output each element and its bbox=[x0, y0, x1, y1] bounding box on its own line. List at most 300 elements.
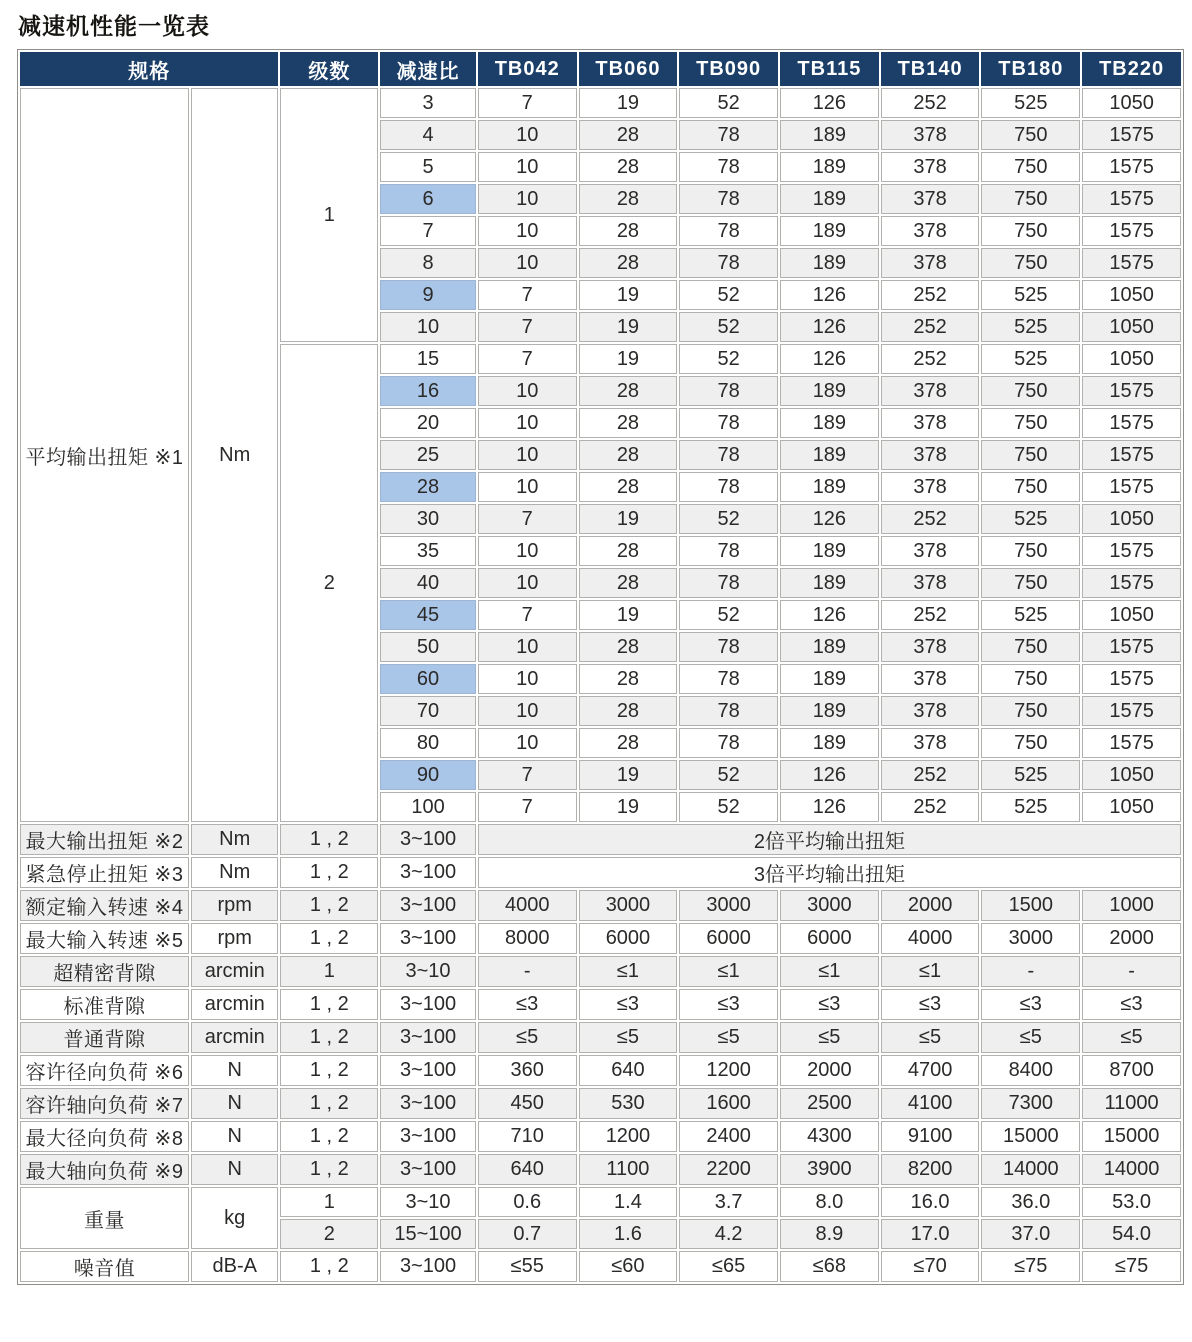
ratio-cell: 3~100 bbox=[380, 989, 476, 1020]
stage-cell: 2 bbox=[280, 1219, 378, 1249]
value-cell: 37.0 bbox=[981, 1219, 1080, 1249]
unit-cell: N bbox=[191, 1088, 279, 1119]
value-cell: ≤1 bbox=[881, 956, 980, 987]
value-cell: 1575 bbox=[1082, 728, 1181, 758]
value-cell: - bbox=[981, 956, 1080, 987]
value-cell: 52 bbox=[679, 312, 778, 342]
value-cell: 378 bbox=[881, 472, 980, 502]
value-cell: 7 bbox=[478, 600, 577, 630]
value-cell: 750 bbox=[981, 440, 1080, 470]
value-cell: 78 bbox=[679, 376, 778, 406]
value-cell: 750 bbox=[981, 120, 1080, 150]
value-cell: 78 bbox=[679, 632, 778, 662]
value-cell: 1200 bbox=[579, 1121, 678, 1152]
value-cell: 10 bbox=[478, 408, 577, 438]
value-cell: 378 bbox=[881, 696, 980, 726]
value-cell: ≤60 bbox=[579, 1251, 678, 1282]
value-cell: 750 bbox=[981, 184, 1080, 214]
stage-cell: 1 , 2 bbox=[280, 1121, 378, 1152]
value-cell: 750 bbox=[981, 152, 1080, 182]
value-cell: 525 bbox=[981, 344, 1080, 374]
value-cell: 189 bbox=[780, 568, 879, 598]
stage-cell: 1 , 2 bbox=[280, 857, 378, 888]
value-cell: 2400 bbox=[679, 1121, 778, 1152]
value-cell: 750 bbox=[981, 728, 1080, 758]
value-cell: 52 bbox=[679, 88, 778, 118]
ratio-cell: 16 bbox=[380, 376, 476, 406]
value-cell: 525 bbox=[981, 504, 1080, 534]
value-cell: 28 bbox=[579, 408, 678, 438]
unit-cell: N bbox=[191, 1121, 279, 1152]
value-cell: 750 bbox=[981, 376, 1080, 406]
value-cell: 28 bbox=[579, 472, 678, 502]
ratio-cell: 60 bbox=[380, 664, 476, 694]
value-cell: 10 bbox=[478, 728, 577, 758]
value-cell: 10 bbox=[478, 472, 577, 502]
stage-cell: 1 , 2 bbox=[280, 1154, 378, 1185]
stage-cell: 1 bbox=[280, 956, 378, 987]
value-cell: ≤5 bbox=[981, 1022, 1080, 1053]
value-cell: 6000 bbox=[780, 923, 879, 954]
value-cell: 78 bbox=[679, 472, 778, 502]
value-cell: 1050 bbox=[1082, 600, 1181, 630]
value-cell: 28 bbox=[579, 696, 678, 726]
stage-cell: 1 , 2 bbox=[280, 824, 378, 855]
value-cell: 4700 bbox=[881, 1055, 980, 1086]
value-cell: 78 bbox=[679, 152, 778, 182]
value-cell: 28 bbox=[579, 632, 678, 662]
value-cell: 78 bbox=[679, 248, 778, 278]
value-cell: 4100 bbox=[881, 1088, 980, 1119]
value-cell: - bbox=[478, 956, 577, 987]
header-model-tb042: TB042 bbox=[478, 52, 577, 86]
value-cell: ≤5 bbox=[579, 1022, 678, 1053]
header-model-tb060: TB060 bbox=[579, 52, 678, 86]
value-cell: 1050 bbox=[1082, 88, 1181, 118]
value-cell: 10 bbox=[478, 536, 577, 566]
ratio-cell: 3~100 bbox=[380, 1055, 476, 1086]
value-cell: 126 bbox=[780, 760, 879, 790]
torque-unit-cell: Nm bbox=[191, 88, 279, 822]
spec-row bbox=[20, 989, 1181, 1020]
value-cell: 252 bbox=[881, 312, 980, 342]
value-cell: 1050 bbox=[1082, 280, 1181, 310]
ratio-cell: 5 bbox=[380, 152, 476, 182]
value-cell: 10 bbox=[478, 248, 577, 278]
value-cell: 28 bbox=[579, 568, 678, 598]
value-cell: 126 bbox=[780, 280, 879, 310]
value-cell: 17.0 bbox=[881, 1219, 980, 1249]
value-cell: 252 bbox=[881, 88, 980, 118]
value-cell: 15000 bbox=[981, 1121, 1080, 1152]
value-cell: 750 bbox=[981, 536, 1080, 566]
value-cell: 8700 bbox=[1082, 1055, 1181, 1086]
value-cell: 28 bbox=[579, 664, 678, 694]
value-cell: 189 bbox=[780, 728, 879, 758]
value-cell: 4000 bbox=[478, 890, 577, 921]
value-cell: 78 bbox=[679, 120, 778, 150]
stage-cell: 2 bbox=[280, 344, 378, 822]
unit-cell: arcmin bbox=[191, 956, 279, 987]
weight-label-cell: 重量 bbox=[20, 1187, 189, 1249]
value-cell: 750 bbox=[981, 664, 1080, 694]
spec-row bbox=[20, 1088, 1181, 1119]
value-cell: 14000 bbox=[1082, 1154, 1181, 1185]
spec-row bbox=[20, 1022, 1181, 1053]
value-cell: 53.0 bbox=[1082, 1187, 1181, 1217]
value-cell: 1600 bbox=[679, 1088, 778, 1119]
value-cell: - bbox=[1082, 956, 1181, 987]
ratio-cell: 15 bbox=[380, 344, 476, 374]
value-cell: 378 bbox=[881, 536, 980, 566]
value-cell: 450 bbox=[478, 1088, 577, 1119]
value-cell: ≤55 bbox=[478, 1251, 577, 1282]
spec-row bbox=[20, 890, 1181, 921]
value-cell: 126 bbox=[780, 344, 879, 374]
value-cell: 1200 bbox=[679, 1055, 778, 1086]
value-cell: 28 bbox=[579, 536, 678, 566]
value-cell: 9100 bbox=[881, 1121, 980, 1152]
value-cell: 2000 bbox=[780, 1055, 879, 1086]
value-cell: 78 bbox=[679, 568, 778, 598]
value-cell: 19 bbox=[579, 792, 678, 822]
ratio-cell: 3~100 bbox=[380, 824, 476, 855]
value-cell: 3000 bbox=[579, 890, 678, 921]
ratio-cell: 3~100 bbox=[380, 1121, 476, 1152]
weight-row bbox=[20, 1187, 1181, 1217]
value-cell: 19 bbox=[579, 280, 678, 310]
value-cell: 126 bbox=[780, 312, 879, 342]
value-cell: 10 bbox=[478, 696, 577, 726]
torque-label-cell: 平均输出扭矩 ※1 bbox=[20, 88, 189, 822]
value-cell: 1500 bbox=[981, 890, 1080, 921]
value-cell: ≤3 bbox=[478, 989, 577, 1020]
value-cell: 1575 bbox=[1082, 120, 1181, 150]
value-cell: 28 bbox=[579, 728, 678, 758]
spec-row bbox=[20, 1055, 1181, 1086]
spec-label-cell: 最大径向负荷 ※8 bbox=[20, 1121, 189, 1152]
header-model-tb180: TB180 bbox=[981, 52, 1080, 86]
weight-unit-cell: kg bbox=[191, 1187, 279, 1249]
unit-cell: dB-A bbox=[191, 1251, 279, 1282]
value-cell: ≤1 bbox=[679, 956, 778, 987]
noise-row bbox=[20, 1251, 1181, 1282]
spec-label-cell: 噪音值 bbox=[20, 1251, 189, 1282]
value-cell: 189 bbox=[780, 536, 879, 566]
value-cell: 1575 bbox=[1082, 536, 1181, 566]
value-cell: 1575 bbox=[1082, 472, 1181, 502]
value-cell: 19 bbox=[579, 312, 678, 342]
value-cell: 7 bbox=[478, 760, 577, 790]
value-cell: ≤3 bbox=[579, 989, 678, 1020]
value-cell: 78 bbox=[679, 216, 778, 246]
value-cell: 1050 bbox=[1082, 760, 1181, 790]
ratio-cell: 45 bbox=[380, 600, 476, 630]
ratio-cell: 3~100 bbox=[380, 1022, 476, 1053]
value-cell: 3000 bbox=[679, 890, 778, 921]
value-cell: 10 bbox=[478, 664, 577, 694]
value-cell: 15000 bbox=[1082, 1121, 1181, 1152]
value-cell: 10 bbox=[478, 216, 577, 246]
value-cell: 3000 bbox=[780, 890, 879, 921]
ratio-cell: 9 bbox=[380, 280, 476, 310]
value-cell: 252 bbox=[881, 504, 980, 534]
value-cell: 3.7 bbox=[679, 1187, 778, 1217]
ratio-cell: 3~100 bbox=[380, 923, 476, 954]
value-cell: 1050 bbox=[1082, 344, 1181, 374]
value-cell: 1100 bbox=[579, 1154, 678, 1185]
value-cell: 378 bbox=[881, 152, 980, 182]
value-cell: 1575 bbox=[1082, 152, 1181, 182]
torque-row bbox=[20, 88, 1181, 118]
ratio-cell: 10 bbox=[380, 312, 476, 342]
value-cell: 7 bbox=[478, 344, 577, 374]
value-cell: 11000 bbox=[1082, 1088, 1181, 1119]
value-cell: 54.0 bbox=[1082, 1219, 1181, 1249]
ratio-cell: 70 bbox=[380, 696, 476, 726]
value-cell: 525 bbox=[981, 312, 1080, 342]
value-cell: ≤1 bbox=[579, 956, 678, 987]
value-cell: 640 bbox=[579, 1055, 678, 1086]
value-cell: 78 bbox=[679, 440, 778, 470]
value-cell: ≤5 bbox=[478, 1022, 577, 1053]
value-cell: 10 bbox=[478, 120, 577, 150]
value-cell: 78 bbox=[679, 184, 778, 214]
value-cell: 3900 bbox=[780, 1154, 879, 1185]
ratio-cell: 3~10 bbox=[380, 956, 476, 987]
value-cell: 640 bbox=[478, 1154, 577, 1185]
value-cell: 28 bbox=[579, 184, 678, 214]
value-cell: 189 bbox=[780, 120, 879, 150]
value-cell: ≤3 bbox=[1082, 989, 1181, 1020]
value-cell: 378 bbox=[881, 440, 980, 470]
ratio-cell: 25 bbox=[380, 440, 476, 470]
value-cell: 52 bbox=[679, 344, 778, 374]
value-cell: 7 bbox=[478, 792, 577, 822]
value-cell: ≤3 bbox=[679, 989, 778, 1020]
value-cell: 28 bbox=[579, 440, 678, 470]
value-cell: 52 bbox=[679, 600, 778, 630]
value-cell: 8000 bbox=[478, 923, 577, 954]
ratio-cell: 3~10 bbox=[380, 1187, 476, 1217]
value-cell: 1000 bbox=[1082, 890, 1181, 921]
header-stages: 级数 bbox=[280, 52, 378, 86]
header-model-tb220: TB220 bbox=[1082, 52, 1181, 86]
value-cell: ≤3 bbox=[981, 989, 1080, 1020]
ratio-cell: 80 bbox=[380, 728, 476, 758]
value-cell: 378 bbox=[881, 184, 980, 214]
merged-value-cell: 2倍平均输出扭矩 bbox=[478, 824, 1181, 855]
value-cell: ≤1 bbox=[780, 956, 879, 987]
table-body bbox=[20, 88, 1181, 1282]
unit-cell: arcmin bbox=[191, 1022, 279, 1053]
value-cell: 252 bbox=[881, 792, 980, 822]
value-cell: 16.0 bbox=[881, 1187, 980, 1217]
spec-row bbox=[20, 923, 1181, 954]
value-cell: 1575 bbox=[1082, 216, 1181, 246]
value-cell: ≤5 bbox=[679, 1022, 778, 1053]
value-cell: 252 bbox=[881, 760, 980, 790]
value-cell: 189 bbox=[780, 376, 879, 406]
value-cell: 7300 bbox=[981, 1088, 1080, 1119]
value-cell: 378 bbox=[881, 632, 980, 662]
value-cell: 28 bbox=[579, 216, 678, 246]
value-cell: 10 bbox=[478, 376, 577, 406]
value-cell: 6000 bbox=[579, 923, 678, 954]
value-cell: 52 bbox=[679, 760, 778, 790]
spec-label-cell: 容许轴向负荷 ※7 bbox=[20, 1088, 189, 1119]
ratio-cell: 8 bbox=[380, 248, 476, 278]
value-cell: 378 bbox=[881, 120, 980, 150]
value-cell: 4300 bbox=[780, 1121, 879, 1152]
value-cell: 28 bbox=[579, 248, 678, 278]
value-cell: ≤70 bbox=[881, 1251, 980, 1282]
value-cell: 710 bbox=[478, 1121, 577, 1152]
value-cell: 1575 bbox=[1082, 440, 1181, 470]
value-cell: 378 bbox=[881, 376, 980, 406]
value-cell: 19 bbox=[579, 344, 678, 374]
ratio-cell: 40 bbox=[380, 568, 476, 598]
value-cell: 10 bbox=[478, 568, 577, 598]
header-model-tb090: TB090 bbox=[679, 52, 778, 86]
value-cell: 10 bbox=[478, 440, 577, 470]
value-cell: 7 bbox=[478, 280, 577, 310]
spec-label-cell: 紧急停止扭矩 ※3 bbox=[20, 857, 189, 888]
ratio-cell: 6 bbox=[380, 184, 476, 214]
value-cell: ≤75 bbox=[981, 1251, 1080, 1282]
spec-label-cell: 普通背隙 bbox=[20, 1022, 189, 1053]
reducer-performance-table bbox=[18, 50, 1183, 1284]
value-cell: 0.6 bbox=[478, 1187, 577, 1217]
value-cell: 1.4 bbox=[579, 1187, 678, 1217]
value-cell: ≤3 bbox=[881, 989, 980, 1020]
ratio-cell: 3 bbox=[380, 88, 476, 118]
value-cell: 78 bbox=[679, 728, 778, 758]
value-cell: 4000 bbox=[881, 923, 980, 954]
value-cell: 525 bbox=[981, 88, 1080, 118]
value-cell: 189 bbox=[780, 664, 879, 694]
value-cell: 78 bbox=[679, 696, 778, 726]
value-cell: 378 bbox=[881, 568, 980, 598]
unit-cell: Nm bbox=[191, 824, 279, 855]
ratio-cell: 28 bbox=[380, 472, 476, 502]
value-cell: 750 bbox=[981, 472, 1080, 502]
value-cell: 2000 bbox=[881, 890, 980, 921]
spec-row bbox=[20, 857, 1181, 888]
value-cell: 52 bbox=[679, 792, 778, 822]
value-cell: 750 bbox=[981, 568, 1080, 598]
value-cell: 2200 bbox=[679, 1154, 778, 1185]
value-cell: 19 bbox=[579, 88, 678, 118]
value-cell: 1050 bbox=[1082, 504, 1181, 534]
value-cell: 750 bbox=[981, 408, 1080, 438]
unit-cell: rpm bbox=[191, 890, 279, 921]
value-cell: 360 bbox=[478, 1055, 577, 1086]
value-cell: 1.6 bbox=[579, 1219, 678, 1249]
value-cell: 10 bbox=[478, 152, 577, 182]
value-cell: 1575 bbox=[1082, 568, 1181, 598]
value-cell: 36.0 bbox=[981, 1187, 1080, 1217]
value-cell: 19 bbox=[579, 760, 678, 790]
value-cell: ≤75 bbox=[1082, 1251, 1181, 1282]
ratio-cell: 15~100 bbox=[380, 1219, 476, 1249]
value-cell: 189 bbox=[780, 152, 879, 182]
value-cell: 750 bbox=[981, 632, 1080, 662]
stage-cell: 1 , 2 bbox=[280, 989, 378, 1020]
ratio-cell: 100 bbox=[380, 792, 476, 822]
value-cell: 10 bbox=[478, 184, 577, 214]
stage-cell: 1 bbox=[280, 88, 378, 342]
value-cell: 8.0 bbox=[780, 1187, 879, 1217]
value-cell: 525 bbox=[981, 760, 1080, 790]
value-cell: 78 bbox=[679, 408, 778, 438]
value-cell: 378 bbox=[881, 216, 980, 246]
value-cell: 52 bbox=[679, 504, 778, 534]
spec-label-cell: 最大轴向负荷 ※9 bbox=[20, 1154, 189, 1185]
value-cell: 525 bbox=[981, 280, 1080, 310]
ratio-cell: 3~100 bbox=[380, 890, 476, 921]
unit-cell: rpm bbox=[191, 923, 279, 954]
value-cell: 525 bbox=[981, 792, 1080, 822]
ratio-cell: 20 bbox=[380, 408, 476, 438]
unit-cell: Nm bbox=[191, 857, 279, 888]
value-cell: 1575 bbox=[1082, 184, 1181, 214]
value-cell: 52 bbox=[679, 280, 778, 310]
stage-cell: 1 , 2 bbox=[280, 1088, 378, 1119]
value-cell: 189 bbox=[780, 632, 879, 662]
ratio-cell: 3~100 bbox=[380, 1154, 476, 1185]
value-cell: ≤5 bbox=[1082, 1022, 1181, 1053]
ratio-cell: 50 bbox=[380, 632, 476, 662]
ratio-cell: 3~100 bbox=[380, 1251, 476, 1282]
spec-row bbox=[20, 1121, 1181, 1152]
stage-cell: 1 , 2 bbox=[280, 1022, 378, 1053]
value-cell: 1575 bbox=[1082, 632, 1181, 662]
value-cell: 126 bbox=[780, 600, 879, 630]
unit-cell: N bbox=[191, 1055, 279, 1086]
value-cell: 189 bbox=[780, 440, 879, 470]
value-cell: 126 bbox=[780, 504, 879, 534]
value-cell: ≤3 bbox=[780, 989, 879, 1020]
spec-label-cell: 容许径向负荷 ※6 bbox=[20, 1055, 189, 1086]
value-cell: 252 bbox=[881, 600, 980, 630]
value-cell: 1575 bbox=[1082, 696, 1181, 726]
value-cell: 189 bbox=[780, 696, 879, 726]
value-cell: 8200 bbox=[881, 1154, 980, 1185]
value-cell: 126 bbox=[780, 88, 879, 118]
ratio-cell: 3~100 bbox=[380, 1088, 476, 1119]
value-cell: 28 bbox=[579, 376, 678, 406]
merged-value-cell: 3倍平均输出扭矩 bbox=[478, 857, 1181, 888]
value-cell: 0.7 bbox=[478, 1219, 577, 1249]
spec-label-cell: 标准背隙 bbox=[20, 989, 189, 1020]
value-cell: 1575 bbox=[1082, 664, 1181, 694]
value-cell: 750 bbox=[981, 248, 1080, 278]
table-header bbox=[20, 52, 1181, 86]
value-cell: 189 bbox=[780, 472, 879, 502]
ratio-cell: 3~100 bbox=[380, 857, 476, 888]
value-cell: 7 bbox=[478, 504, 577, 534]
header-model-tb140: TB140 bbox=[881, 52, 980, 86]
value-cell: 4.2 bbox=[679, 1219, 778, 1249]
page-title: 减速机性能一览表 bbox=[18, 13, 210, 39]
unit-cell: N bbox=[191, 1154, 279, 1185]
value-cell: 1050 bbox=[1082, 312, 1181, 342]
value-cell: 750 bbox=[981, 216, 1080, 246]
value-cell: 7 bbox=[478, 88, 577, 118]
value-cell: 189 bbox=[780, 408, 879, 438]
value-cell: ≤5 bbox=[881, 1022, 980, 1053]
